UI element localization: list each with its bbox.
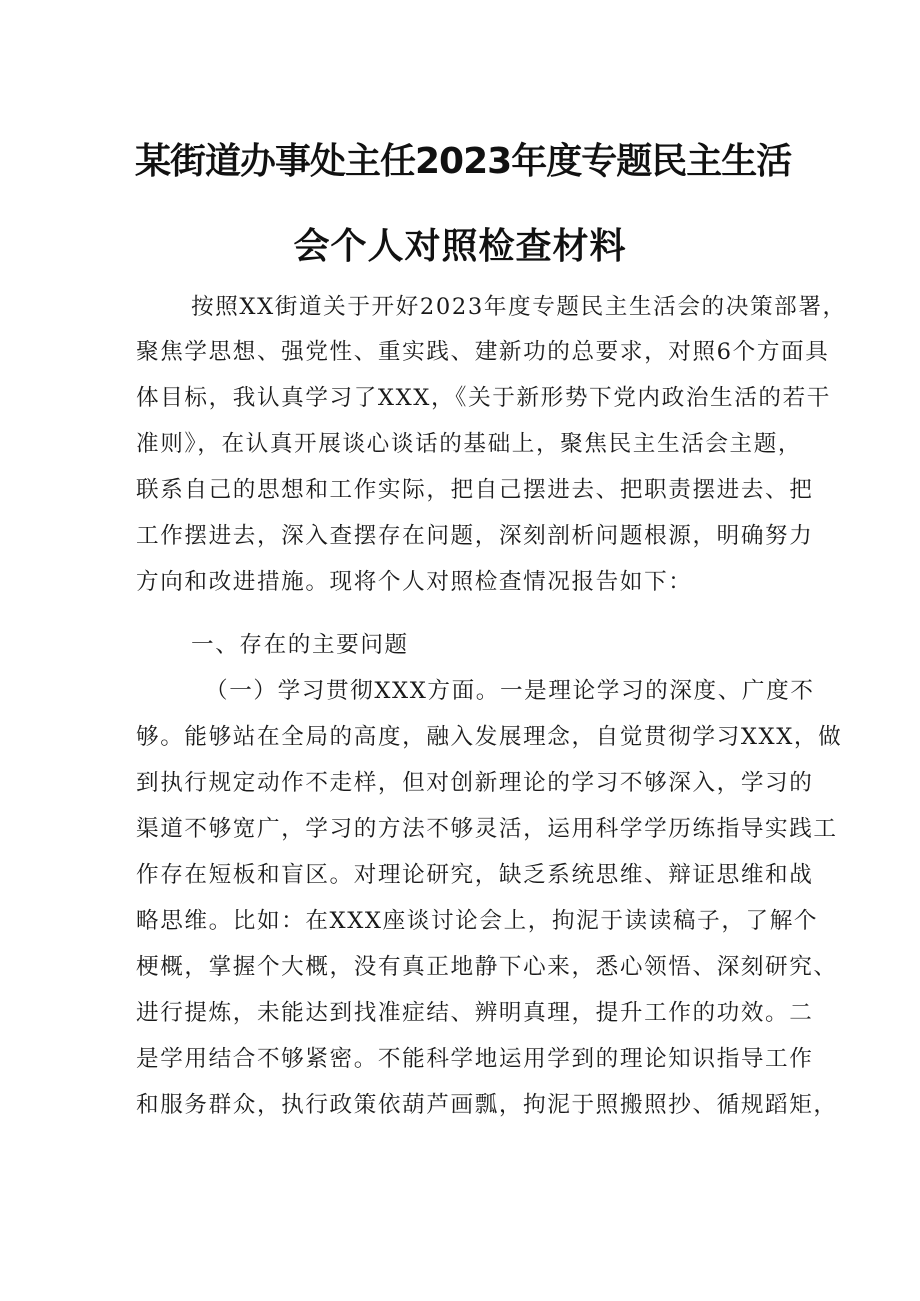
sub-section-line-3: 到执行规定动作不走样，但对创新理论的学习不够深入，学习的 xyxy=(136,770,814,796)
section-heading: 一、存在的主要问题 xyxy=(191,632,409,658)
document-title-line-2: 会个人对照检查材料 xyxy=(293,226,627,267)
intro-line-2: 聚焦学思想、强党性、重实践、建新功的总要求，对照6个方面具 xyxy=(136,339,830,365)
sub-section-line-2: 够。能够站在全局的高度，融入发展理念，自觉贯彻学习XXX，做 xyxy=(136,724,843,750)
sub-section-line-5: 作存在短板和盲区。对理论研究，缺乏系统思维、辩证思维和战 xyxy=(136,862,814,888)
sub-section-line-6: 略思维。比如：在XXX座谈讨论会上，拘泥于读读稿子，了解个 xyxy=(136,908,819,934)
sub-section-line-8: 进行提炼，未能达到找准症结、辨明真理，提升工作的功效。二 xyxy=(136,1000,814,1026)
document-title-line-1: 某街道办事处主任2023年度专题民主生活 xyxy=(135,141,792,182)
intro-line-1: 按照XX街道关于开好2023年度专题民主生活会的决策部署， xyxy=(191,294,847,320)
intro-line-6: 工作摆进去，深入查摆存在问题，深刻剖析问题根源，明确努力 xyxy=(136,523,814,549)
intro-line-4: 准则》，在认真开展谈心谈话的基础上，聚焦民主生活会主题， xyxy=(136,431,803,457)
sub-section-line-10: 和服务群众，执行政策依葫芦画瓢，拘泥于照搬照抄、循规蹈矩， xyxy=(136,1092,838,1118)
sub-section-line-9: 是学用结合不够紧密。不能科学地运用学到的理论知识指导工作 xyxy=(136,1046,814,1072)
intro-line-3: 体目标，我认真学习了XXX，《关于新形势下党内政治生活的若干 xyxy=(136,385,831,411)
sub-section-line-7: 梗概，掌握个大概，没有真正地静下心来，悉心领悟、深刻研究、 xyxy=(136,954,838,980)
sub-section-line-4: 渠道不够宽广，学习的方法不够灵活，运用科学学历练指导实践工 xyxy=(136,816,838,842)
intro-line-7: 方向和改进措施。现将个人对照检查情况报告如下： xyxy=(136,569,693,595)
intro-line-5: 联系自己的思想和工作实际，把自己摆进去、把职责摆进去、把 xyxy=(136,477,814,503)
sub-section-line-1: （一）学习贯彻XXX方面。一是理论学习的深度、广度不 xyxy=(205,678,815,704)
